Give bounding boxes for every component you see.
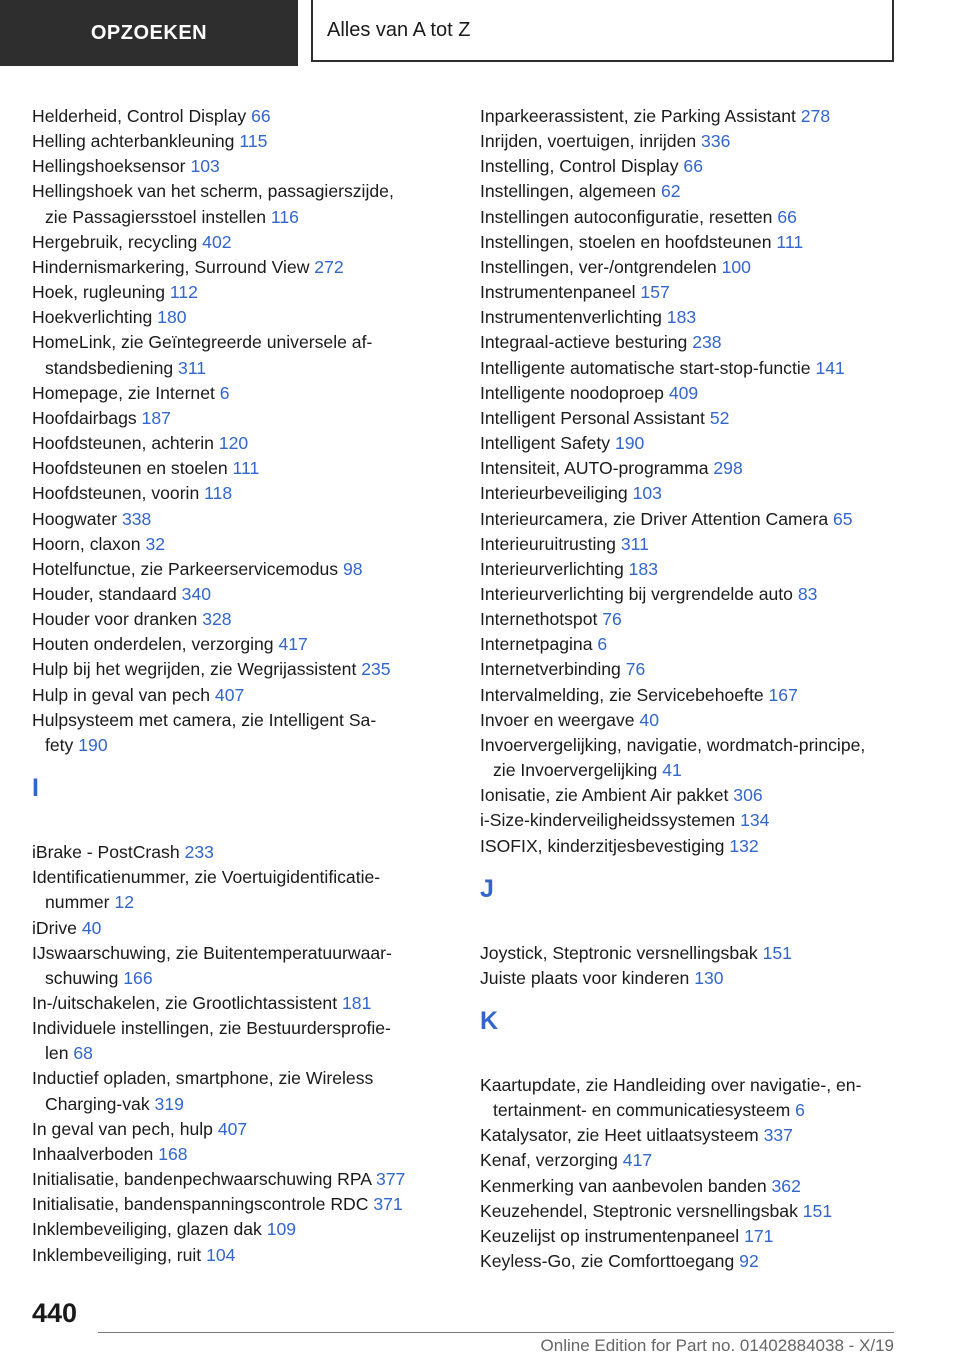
page-link[interactable]: 104 (206, 1244, 236, 1265)
entry-text: Individuele instellingen, zie Bestuurdersprofie- (32, 1018, 391, 1039)
page-link[interactable]: 407 (217, 1118, 248, 1139)
entry-text: Keuzelijst op instrumentenpaneel (480, 1225, 740, 1246)
entry-text: Homepage, zie Internet (32, 382, 215, 403)
index-entry (480, 733, 910, 783)
entry-text: Hoogwater (32, 508, 118, 529)
index-letter-heading: I (32, 774, 39, 803)
entry-text: zie Passagiersstoel instellen (45, 206, 267, 227)
entry-text: In-/uitschakelen, zie Grootlichtassistent (32, 993, 338, 1013)
index-entry (480, 255, 910, 280)
page-link[interactable]: 103 (190, 156, 220, 177)
page-link[interactable]: 171 (744, 1225, 774, 1246)
index-entry (32, 1066, 452, 1116)
page-link[interactable]: 377 (375, 1169, 406, 1190)
page-link[interactable]: 65 (833, 508, 853, 529)
page-link[interactable]: 12 (114, 892, 134, 913)
entry-text: Kenaf, verzorging (480, 1150, 618, 1171)
entry-text: Inklembeveiliging, ruit (32, 1244, 202, 1265)
entry-text: Instrumentenpaneel (480, 282, 636, 303)
entry-text: Internetverbinding (480, 659, 621, 680)
entry-text: HomeLink, zie Geïntegreerde universele af- (32, 332, 373, 353)
entry-text: Intelligent Personal Assistant (480, 407, 705, 428)
index-entry (32, 1192, 452, 1217)
page-link[interactable]: 103 (632, 483, 662, 504)
index-entry (32, 1117, 452, 1142)
page-link[interactable]: 118 (204, 483, 233, 504)
entry-text: Inhaalverboden (32, 1143, 154, 1164)
entry-text: Kenmerking van aanbevolen banden (480, 1175, 767, 1196)
index-entry (480, 657, 910, 682)
page-link[interactable]: 402 (202, 231, 232, 252)
page-link[interactable]: 68 (73, 1043, 93, 1064)
index-entry (480, 582, 910, 607)
entry-text: zie Invoervergelijking (493, 760, 658, 781)
page-link[interactable]: 151 (762, 942, 792, 963)
entry-text: Keyless-Go, zie Comforttoegang (480, 1251, 735, 1272)
index-entry (480, 683, 910, 708)
page-link[interactable]: 235 (361, 659, 391, 680)
entry-text: Hulp in geval van pech (32, 684, 211, 705)
page-link[interactable]: 66 (683, 156, 703, 177)
entry-text: Hindernismarkering, Surround View (32, 256, 310, 277)
entry-text: Helderheid, Control Display (32, 106, 247, 126)
page-link[interactable]: 233 (184, 842, 214, 863)
page-link[interactable]: 272 (314, 256, 344, 277)
section-tab[interactable]: OPZOEKEN (0, 0, 298, 66)
index-entry (480, 356, 910, 381)
index-entry (480, 632, 910, 657)
page-link[interactable]: 306 (733, 785, 763, 806)
entry-text: Intelligente noodoproep (480, 382, 664, 403)
index-entry (480, 708, 910, 733)
entry-text: Hulpsysteem met camera, zie Intelligent Sa- (32, 709, 377, 730)
index-entry (480, 1174, 910, 1199)
entry-text: Helling achterbankleuning (32, 131, 235, 152)
entry-text: In geval van pech, hulp (32, 1118, 213, 1139)
entry-text: len (45, 1043, 69, 1064)
page-link[interactable]: 298 (713, 458, 743, 479)
entry-text: Internethotspot (480, 609, 598, 630)
page-link[interactable]: 76 (625, 659, 646, 680)
index-entry (480, 179, 910, 204)
index-entry (32, 154, 452, 179)
chapter-title-tab[interactable]: Alles van A tot Z (311, 0, 894, 62)
index-entry (480, 330, 910, 355)
index-entry (32, 607, 452, 632)
page-link[interactable]: 141 (815, 357, 845, 378)
entry-text: Hotelfunctue, zie Parkeerservicemodus (32, 558, 339, 579)
index-entry (480, 808, 910, 833)
page-link[interactable]: 151 (802, 1200, 833, 1221)
index-entry (32, 280, 452, 305)
entry-text: Juiste plaats voor kinderen (480, 967, 690, 988)
index-entry (32, 1243, 452, 1268)
index-entry (32, 1142, 452, 1167)
page-link[interactable]: 166 (123, 967, 153, 988)
index-entry (32, 179, 452, 229)
index-entry (480, 507, 910, 532)
page-link[interactable]: 183 (666, 307, 697, 328)
page-link[interactable]: 362 (771, 1175, 801, 1196)
entry-text: Hellingshoeksensor (32, 156, 186, 177)
page-link[interactable]: 52 (709, 407, 730, 428)
entry-text: Instellingen, algemeen (480, 181, 657, 202)
index-entry (32, 507, 452, 532)
index-entry (32, 941, 452, 991)
page-link[interactable]: 66 (251, 106, 271, 126)
index-entry (32, 305, 452, 330)
entry-text: Hergebruik, recycling (32, 231, 198, 252)
index-entry (32, 708, 452, 758)
entry-text: Hoorn, claxon (32, 533, 141, 554)
page-link[interactable]: 120 (218, 433, 249, 454)
entry-text: Charging-vak (45, 1093, 150, 1114)
page-link[interactable]: 336 (701, 131, 731, 152)
index-entry (480, 406, 910, 431)
index-entry (480, 280, 910, 305)
page-number: 440 (32, 1298, 78, 1328)
index-entry (480, 481, 910, 506)
page-link[interactable]: 168 (158, 1143, 188, 1164)
index-entry (32, 657, 452, 682)
page-link[interactable]: 109 (266, 1219, 297, 1240)
entry-text: fety (45, 734, 74, 755)
index-entry (32, 456, 452, 481)
page-link[interactable]: 62 (660, 181, 681, 202)
index-entry (480, 230, 910, 255)
entry-text: Inklembeveiliging, glazen dak (32, 1219, 262, 1240)
entry-text: Initialisatie, bandenspanningscontrole RDC (32, 1194, 369, 1215)
footer-divider (98, 1332, 894, 1333)
page-link[interactable]: 278 (800, 106, 831, 126)
page-link[interactable]: 115 (239, 131, 268, 152)
index-entry (32, 104, 452, 129)
entry-text: Joystick, Steptronic versnellingsbak (480, 942, 758, 963)
entry-text: Kaartupdate, zie Handleiding over navigatie-, en- (480, 1075, 862, 1095)
page-link[interactable]: 167 (768, 684, 798, 705)
entry-text: Intelligent Safety (480, 433, 611, 454)
index-entry (480, 129, 910, 154)
page-link[interactable]: 407 (214, 684, 245, 705)
index-entry (480, 1148, 910, 1173)
entry-text: Hoofdsteunen, voorin (32, 483, 200, 504)
index-entry (480, 557, 910, 582)
entry-text: Hoofdsteunen, achterin (32, 433, 214, 454)
index-entry (32, 865, 452, 915)
index-letter-heading: J (480, 874, 494, 903)
entry-text: Instellingen autoconfiguratie, resetten (480, 206, 773, 227)
page-link[interactable]: 98 (342, 558, 363, 579)
entry-text: Interieurverlichting bij vergrendelde auto (480, 583, 793, 604)
page-link[interactable]: 417 (278, 634, 308, 655)
entry-text: Keuzehendel, Steptronic versnellingsbak (480, 1200, 798, 1221)
entry-text: Invoervergelijking, navigatie, wordmatch-principe, (480, 734, 866, 755)
index-entry (480, 456, 910, 481)
page-link[interactable]: 409 (668, 382, 699, 403)
edition-info: Online Edition for Part no. 01402884038 - X/19 (540, 1336, 894, 1355)
page-link[interactable]: 6 (219, 382, 230, 403)
entry-text: Instellingen, ver-/ontgrendelen (480, 256, 717, 277)
page-link[interactable]: 134 (740, 810, 770, 831)
index-entry (480, 1123, 910, 1148)
page-link[interactable]: 328 (202, 609, 232, 630)
index-entry (32, 330, 452, 380)
index-entry (480, 205, 910, 230)
page-link[interactable]: 311 (178, 357, 207, 378)
entry-text: Hoofdairbags (32, 407, 137, 428)
page-link[interactable]: 111 (232, 458, 260, 479)
index-entry (480, 1249, 910, 1274)
page-link[interactable]: 337 (763, 1125, 793, 1146)
index-entry (480, 834, 910, 859)
index-entry (480, 431, 910, 456)
index-entry (480, 381, 910, 406)
page-link[interactable]: 116 (270, 206, 299, 227)
index-entry (32, 129, 452, 154)
page-link[interactable]: 238 (692, 332, 722, 353)
index-entry (32, 532, 452, 557)
index-entry (32, 406, 452, 431)
index-entry (480, 966, 910, 991)
entry-text: Instelling, Control Display (480, 156, 679, 177)
index-entry (32, 1016, 452, 1066)
page-link[interactable]: 66 (777, 206, 797, 227)
entry-text: Interieurverlichting (480, 558, 624, 579)
entry-text: Inparkeerassistent, zie Parking Assistant (480, 106, 796, 126)
entry-text: Hoofdsteunen en stoelen (32, 458, 228, 479)
entry-text: Interieurbeveiliging (480, 483, 628, 504)
page-link[interactable]: 190 (78, 734, 108, 755)
index-entry (32, 840, 452, 865)
page-link[interactable]: 338 (121, 508, 152, 529)
page-link[interactable]: 181 (342, 993, 372, 1013)
entry-text: IJswaarschuwing, zie Buitentemperatuurwaar- (32, 942, 392, 963)
entry-text: Integraal-actieve besturing (480, 332, 688, 353)
entry-text: Interieuruitrusting (480, 533, 616, 554)
index-entry (480, 305, 910, 330)
entry-text: Instellingen, stoelen en hoofdsteunen (480, 231, 772, 252)
index-entry (32, 916, 452, 941)
index-entry (32, 1217, 452, 1242)
index-entry (480, 607, 910, 632)
index-entry (480, 1224, 910, 1249)
page-link[interactable]: 340 (181, 583, 212, 604)
entry-text: Houder voor dranken (32, 609, 198, 630)
page-link[interactable]: 157 (640, 282, 670, 303)
entry-text: i-Size-kinderveiligheidssystemen (480, 810, 736, 831)
page-link[interactable]: 132 (729, 835, 759, 856)
entry-text: ISOFIX, kinderzitjesbevestiging (480, 835, 725, 856)
index-entry (480, 532, 910, 557)
index-entry (480, 941, 910, 966)
page-link[interactable]: 319 (154, 1093, 184, 1114)
page-link[interactable]: 40 (639, 709, 659, 730)
page-link[interactable]: 100 (721, 256, 751, 277)
page-link[interactable]: 190 (614, 433, 645, 454)
index-letter-heading: K (480, 1007, 499, 1035)
page-link[interactable]: 83 (797, 583, 818, 604)
index-entry (32, 582, 452, 607)
entry-text: Hellingshoek van het scherm, passagierszijde, (32, 181, 394, 202)
entry-text: Initialisatie, bandenpechwaarschuwing RPA (32, 1169, 372, 1190)
entry-text: Houder, standaard (32, 583, 177, 604)
entry-text: schuwing (45, 967, 119, 988)
page-link[interactable]: 311 (620, 533, 649, 554)
entry-text: Ionisatie, zie Ambient Air pakket (480, 785, 729, 806)
index-entry (32, 991, 452, 1016)
page-link[interactable]: 92 (739, 1251, 759, 1272)
entry-text: Hoek, rugleuning (32, 282, 166, 303)
page-link[interactable]: 111 (776, 231, 804, 252)
index-entry (32, 683, 452, 708)
index-entry (480, 1199, 910, 1224)
page-link[interactable]: 6 (795, 1100, 805, 1121)
entry-text: Hulp bij het wegrijden, zie Wegrijassistent (32, 659, 357, 680)
page-link[interactable]: 6 (597, 634, 608, 655)
entry-text: Houten onderdelen, verzorging (32, 634, 274, 655)
entry-text: Instrumentenverlichting (480, 307, 662, 328)
index-entry (32, 632, 452, 657)
index-entry (480, 104, 910, 129)
index-entry (32, 1167, 452, 1192)
entry-text: Internetpagina (480, 634, 593, 655)
index-entry (480, 1073, 910, 1123)
entry-text: Katalysator, zie Heet uitlaatsysteem (480, 1125, 759, 1146)
index-entry (32, 381, 452, 406)
entry-text: Intensiteit, AUTO-programma (480, 458, 709, 479)
index-entry (32, 255, 452, 280)
entry-text: standsbediening (45, 357, 174, 378)
entry-text: Interieurcamera, zie Driver Attention Camera (480, 508, 829, 529)
entry-text: tertainment- en communicatiesysteem (493, 1100, 791, 1121)
page-link[interactable]: 32 (145, 533, 166, 554)
entry-text: Inductief opladen, smartphone, zie Wireless (32, 1068, 374, 1089)
entry-text: Intervalmelding, zie Servicebehoefte (480, 684, 764, 705)
index-entry (32, 230, 452, 255)
entry-text: Identificatienummer, zie Voertuigidentificatie- (32, 867, 381, 888)
page-link[interactable]: 187 (141, 407, 171, 428)
index-entry (480, 154, 910, 179)
page-link[interactable]: 371 (373, 1194, 403, 1215)
page-header (0, 0, 960, 66)
page-link[interactable]: 41 (662, 760, 682, 781)
entry-text: Intelligente automatische start-stop-functie (480, 357, 811, 378)
index-entry (480, 783, 910, 808)
entry-text: Invoer en weergave (480, 709, 635, 730)
entry-text: iBrake - PostCrash (32, 842, 180, 863)
entry-text: Inrijden, voertuigen, inrijden (480, 131, 697, 152)
index-entry (32, 557, 452, 582)
page-link[interactable]: 183 (628, 558, 658, 579)
page-link[interactable]: 417 (622, 1150, 653, 1171)
page-link[interactable]: 130 (694, 967, 724, 988)
entry-text: Hoekverlichting (32, 307, 153, 328)
page-link[interactable]: 76 (602, 609, 622, 630)
index-column-right (480, 104, 910, 1274)
page-link[interactable]: 112 (169, 282, 198, 303)
index-column-left (32, 104, 452, 1268)
page-link[interactable]: 180 (157, 307, 187, 328)
entry-text: iDrive (32, 917, 77, 938)
index-entry (32, 481, 452, 506)
entry-text: nummer (45, 892, 110, 913)
index-entry (32, 431, 452, 456)
page-link[interactable]: 40 (81, 917, 102, 938)
